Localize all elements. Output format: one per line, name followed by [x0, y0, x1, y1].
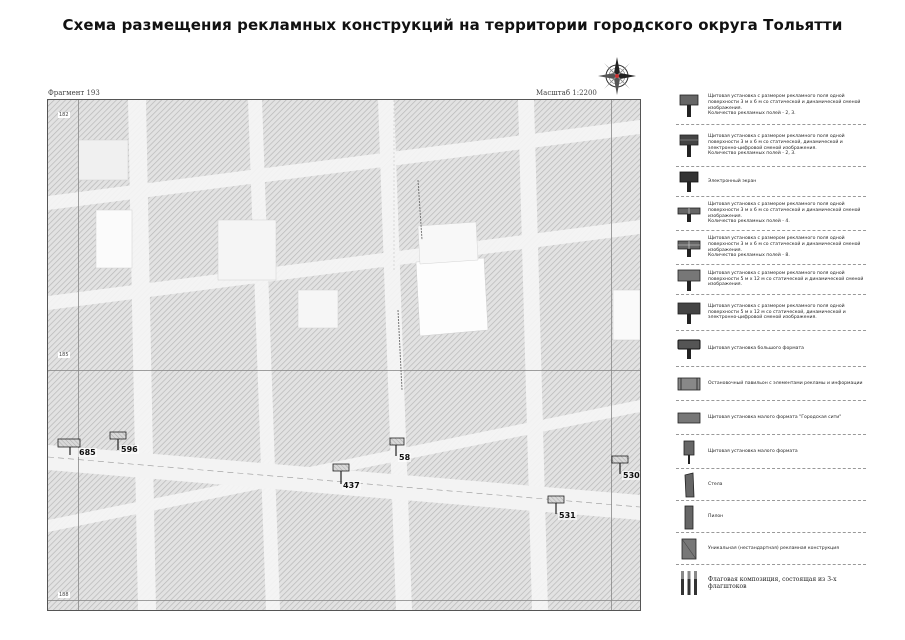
legend [676, 87, 866, 601]
legend-item [676, 435, 866, 469]
legend-item [676, 501, 866, 533]
legend-text: Остановочный павильон с элементами рекламы и информации [708, 380, 863, 386]
legend-text: Щитовая установка с размером рекламного поля одной поверхности 5 м х 12 м со статической и динамической сменой изображения. [708, 271, 864, 288]
grid-label-188: 188 [59, 592, 69, 598]
sign-label-685: 685 [79, 448, 96, 457]
legend-item [676, 331, 866, 367]
legend-item [676, 295, 866, 331]
grid-label-182: 182 [59, 112, 69, 118]
legend-text: Щитовая установка с размером рекламного поля одной поверхности 3 м х 6 м со статической, динамической и электронно-цифровой сменой изображения. Количество рекламных полей - 2, 3. [708, 134, 845, 157]
billboard-5x12-digital-icon [676, 299, 702, 327]
legend-item [676, 565, 866, 601]
unique-construction-icon [676, 535, 702, 563]
flag-composition-icon [676, 569, 702, 597]
compass-rose-icon [597, 56, 637, 96]
legend-item [676, 125, 866, 167]
small-format-city-icon [676, 404, 702, 432]
billboard-3x6-digital-icon [676, 132, 702, 160]
fragment-label: Фрагмент 193 [48, 89, 100, 97]
sign-label-58: 58 [399, 453, 411, 462]
legend-text: Щитовая установка с размером рекламного поля одной поверхности 5 м х 12 м со статической, динамической и электронно-цифровой сменой изображения. [708, 304, 846, 321]
legend-text: Стела [708, 481, 723, 487]
stela-icon [676, 471, 702, 499]
legend-item [676, 265, 866, 295]
electronic-screen-icon [676, 168, 702, 196]
sign-label-530: 530 [623, 471, 640, 480]
billboard-3x6-4fields-icon [676, 200, 702, 228]
large-format-billboard-icon [676, 335, 702, 363]
small-format-icon [676, 438, 702, 466]
legend-item [676, 469, 866, 501]
map-area[interactable] [47, 99, 641, 611]
legend-item [676, 87, 866, 125]
grid-label-185: 185 [59, 352, 69, 358]
legend-item [676, 533, 866, 565]
legend-text: Щитовая установка малого формата "Городская сити" [708, 414, 842, 420]
billboard-3x6-8fields-icon [676, 234, 702, 262]
billboard-3x6-icon [676, 92, 702, 120]
legend-text: Щитовая установка с размером рекламного поля одной поверхности 3 м х 6 м со статической и динамической сменой изображения. Количество рекламных полей - 2, 3. [708, 94, 861, 117]
page-title: Схема размещения рекламных конструкций на территории городского округа Тольятти [62, 16, 843, 34]
legend-text: Щитовая установка с размером рекламного поля одной поверхности 3 м х 6 м со статической и динамической сменой изображения. Количество рекламных полей - 4. [708, 202, 861, 225]
billboard-5x12-icon [676, 266, 702, 294]
sign-label-596: 596 [121, 445, 138, 454]
legend-item [676, 367, 866, 401]
scale-label: Масштаб 1:2200 [536, 89, 597, 97]
sign-label-437: 437 [343, 481, 360, 490]
legend-text: Щитовая установка малого формата [708, 448, 798, 454]
legend-text: Флаговая композиция, состоящая из 3-х флагштоков [708, 575, 837, 590]
legend-item [676, 231, 866, 265]
map-base [48, 100, 640, 610]
legend-item [676, 197, 866, 231]
pylon-icon [676, 503, 702, 531]
sign-label-531: 531 [559, 511, 576, 520]
legend-text: Щитовая установка с размером рекламного поля одной поверхности 3 м х 6 м со статической и динамической сменой изображения. Количество рекламных полей - 8. [708, 236, 861, 259]
legend-text: Щитовая установка большого формата [708, 345, 804, 351]
legend-item [676, 167, 866, 197]
legend-text: Электронный экран [708, 178, 757, 184]
legend-text: Уникальная (нестандартная) рекламная конструкция [708, 545, 839, 551]
pavilion-icon [676, 370, 702, 398]
legend-text: Пилон [708, 513, 724, 519]
legend-item [676, 401, 866, 435]
